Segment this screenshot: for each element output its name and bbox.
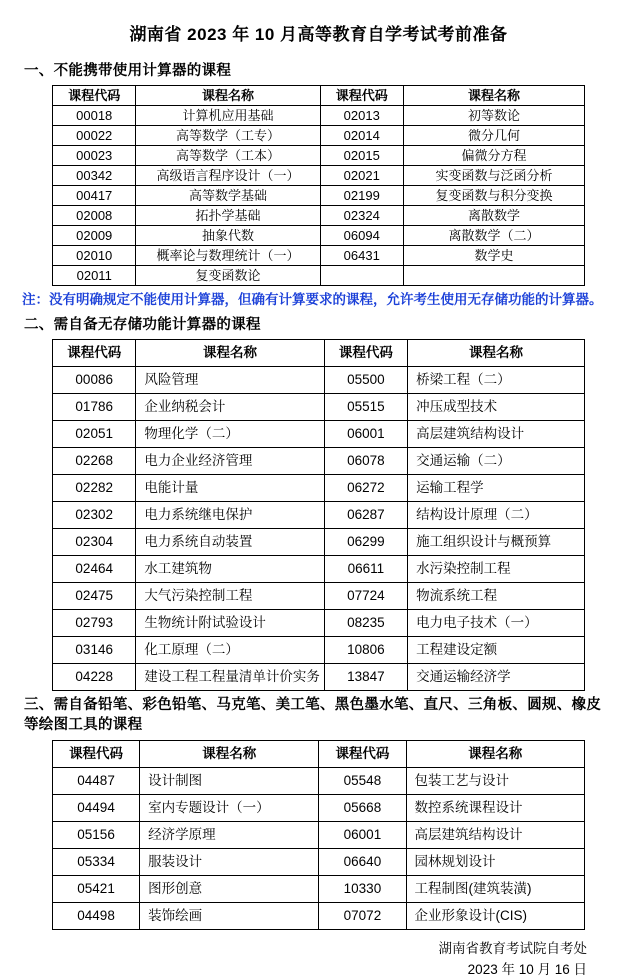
cell-code: 02464 xyxy=(53,556,136,583)
cell-code: 06287 xyxy=(324,502,407,529)
table-row xyxy=(53,849,585,876)
calculator-note: 注：没有明确规定不能使用计算器，但确有计算要求的课程，允许考生使用无存储功能的计算器。 xyxy=(22,292,603,307)
table-no-calculator-courses xyxy=(52,85,585,286)
cell-code: 05548 xyxy=(319,768,406,795)
cell-code: 06272 xyxy=(324,475,407,502)
cell-name: 电力电子技术（一） xyxy=(408,610,585,637)
cell-code: 00086 xyxy=(53,367,136,394)
column-header-code-2: 课程代码 xyxy=(319,741,406,768)
column-header-name-2: 课程名称 xyxy=(408,340,585,367)
column-header-code-1: 课程代码 xyxy=(53,86,136,106)
cell-code: 02010 xyxy=(53,246,136,266)
column-header-code-2: 课程代码 xyxy=(320,86,403,106)
cell-code: 06078 xyxy=(324,448,407,475)
cell-code: 05421 xyxy=(53,876,140,903)
table-header-row xyxy=(53,340,585,367)
column-header-code-2: 课程代码 xyxy=(324,340,407,367)
cell-code: 02282 xyxy=(53,475,136,502)
cell-name: 运输工程学 xyxy=(408,475,585,502)
cell-name: 电力企业经济管理 xyxy=(136,448,324,475)
cell-code: 02051 xyxy=(53,421,136,448)
cell-code: 00417 xyxy=(53,186,136,206)
cell-code xyxy=(320,266,403,286)
table-row xyxy=(53,206,585,226)
table-drawing-tools-courses xyxy=(52,740,585,930)
cell-name: 化工原理（二） xyxy=(136,637,324,664)
cell-code: 04498 xyxy=(53,903,140,930)
cell-name: 复变函数论 xyxy=(136,266,320,286)
cell-name: 交通运输经济学 xyxy=(408,664,585,691)
cell-code: 06611 xyxy=(324,556,407,583)
page-title: 湖南省 2023 年 10 月高等教育自学考试考前准备 xyxy=(129,25,508,44)
cell-code: 06431 xyxy=(320,246,403,266)
cell-code: 02011 xyxy=(53,266,136,286)
cell-name: 经济学原理 xyxy=(140,822,319,849)
cell-code: 02304 xyxy=(53,529,136,556)
table-row xyxy=(53,246,585,266)
table-row xyxy=(53,876,585,903)
table-row xyxy=(53,146,585,166)
cell-name: 结构设计原理（二） xyxy=(408,502,585,529)
table-row xyxy=(53,126,585,146)
cell-name: 复变函数与积分变换 xyxy=(403,186,584,206)
cell-code: 06299 xyxy=(324,529,407,556)
section-1-heading: 一、不能携带使用计算器的课程 xyxy=(24,63,232,79)
cell-name: 电力系统自动装置 xyxy=(136,529,324,556)
table-row xyxy=(53,266,585,286)
cell-name: 高等数学基础 xyxy=(136,186,320,206)
section-2-heading: 二、需自备无存储功能计算器的课程 xyxy=(24,317,261,333)
cell-name: 设计制图 xyxy=(140,768,319,795)
column-header-code-1: 课程代码 xyxy=(53,340,136,367)
column-header-name-1: 课程名称 xyxy=(136,340,324,367)
cell-name: 离散数学 xyxy=(403,206,584,226)
cell-code: 00342 xyxy=(53,166,136,186)
table-row xyxy=(53,226,585,246)
cell-name: 水污染控制工程 xyxy=(408,556,585,583)
cell-code: 10806 xyxy=(324,637,407,664)
table-row xyxy=(53,768,585,795)
table-row xyxy=(53,583,585,610)
cell-name: 偏微分方程 xyxy=(403,146,584,166)
cell-name: 高层建筑结构设计 xyxy=(408,421,585,448)
footer-organization: 湖南省教育考试院自考处 xyxy=(438,941,587,956)
table-row xyxy=(53,367,585,394)
cell-name: 拓扑学基础 xyxy=(136,206,320,226)
footer-date: 2023 年 10 月 16 日 xyxy=(467,962,587,977)
cell-name: 数控系统课程设计 xyxy=(406,795,585,822)
table-header-row xyxy=(53,741,585,768)
cell-name: 电能计量 xyxy=(136,475,324,502)
cell-name: 工程制图(建筑装潢) xyxy=(406,876,585,903)
cell-code: 02302 xyxy=(53,502,136,529)
cell-name: 图形创意 xyxy=(140,876,319,903)
table-row xyxy=(53,448,585,475)
column-header-name-2: 课程名称 xyxy=(406,741,585,768)
cell-code: 02008 xyxy=(53,206,136,226)
cell-code: 02009 xyxy=(53,226,136,246)
cell-name: 交通运输（二） xyxy=(408,448,585,475)
cell-code: 03146 xyxy=(53,637,136,664)
column-header-name-2: 课程名称 xyxy=(403,86,584,106)
cell-name: 建设工程工程量清单计价实务 xyxy=(136,664,324,691)
cell-code: 02324 xyxy=(320,206,403,226)
table-row xyxy=(53,795,585,822)
cell-code: 13847 xyxy=(324,664,407,691)
table-row xyxy=(53,394,585,421)
cell-code: 06640 xyxy=(319,849,406,876)
table-row xyxy=(53,421,585,448)
cell-name: 企业纳税会计 xyxy=(136,394,324,421)
cell-name: 抽象代数 xyxy=(136,226,320,246)
cell-name: 物理化学（二） xyxy=(136,421,324,448)
cell-name: 园林规划设计 xyxy=(406,849,585,876)
cell-name: 施工组织设计与概预算 xyxy=(408,529,585,556)
column-header-code-1: 课程代码 xyxy=(53,741,140,768)
cell-name: 大气污染控制工程 xyxy=(136,583,324,610)
cell-code: 04228 xyxy=(53,664,136,691)
cell-name: 风险管理 xyxy=(136,367,324,394)
cell-name: 高等数学（工本） xyxy=(136,146,320,166)
cell-code: 02013 xyxy=(320,106,403,126)
column-header-name-1: 课程名称 xyxy=(136,86,320,106)
table-row xyxy=(53,502,585,529)
table-row xyxy=(53,106,585,126)
cell-name: 冲压成型技术 xyxy=(408,394,585,421)
cell-code: 05668 xyxy=(319,795,406,822)
table-header-row xyxy=(53,86,585,106)
cell-code: 04487 xyxy=(53,768,140,795)
cell-name: 室内专题设计（一） xyxy=(140,795,319,822)
cell-code: 02021 xyxy=(320,166,403,186)
section-3-heading: 三、需自备铅笔、彩色铅笔、马克笔、美工笔、黑色墨水笔、直尺、三角板、圆规、橡皮等绘图工具的课程 xyxy=(24,697,602,733)
cell-code: 05515 xyxy=(324,394,407,421)
table-row xyxy=(53,610,585,637)
table-row xyxy=(53,529,585,556)
document-footer xyxy=(22,938,615,980)
cell-name: 物流系统工程 xyxy=(408,583,585,610)
cell-name: 装饰绘画 xyxy=(140,903,319,930)
cell-code: 02475 xyxy=(53,583,136,610)
cell-name: 工程建设定额 xyxy=(408,637,585,664)
cell-name: 水工建筑物 xyxy=(136,556,324,583)
cell-name: 包装工艺与设计 xyxy=(406,768,585,795)
cell-name: 企业形象设计(CIS) xyxy=(406,903,585,930)
cell-name: 高层建筑结构设计 xyxy=(406,822,585,849)
cell-name: 实变函数与泛函分析 xyxy=(403,166,584,186)
table-row xyxy=(53,903,585,930)
table-row xyxy=(53,822,585,849)
table-row xyxy=(53,664,585,691)
cell-code: 05334 xyxy=(53,849,140,876)
table-row xyxy=(53,186,585,206)
cell-name: 桥梁工程（二） xyxy=(408,367,585,394)
table-row xyxy=(53,637,585,664)
cell-name: 高级语言程序设计（一） xyxy=(136,166,320,186)
cell-code: 08235 xyxy=(324,610,407,637)
cell-code: 07072 xyxy=(319,903,406,930)
cell-code: 10330 xyxy=(319,876,406,903)
table-row xyxy=(53,556,585,583)
cell-name: 数学史 xyxy=(403,246,584,266)
cell-code: 02268 xyxy=(53,448,136,475)
cell-code: 00022 xyxy=(53,126,136,146)
table-row xyxy=(53,475,585,502)
cell-name: 微分几何 xyxy=(403,126,584,146)
cell-code: 02015 xyxy=(320,146,403,166)
table-row xyxy=(53,166,585,186)
cell-code: 04494 xyxy=(53,795,140,822)
cell-code: 05500 xyxy=(324,367,407,394)
cell-code: 02199 xyxy=(320,186,403,206)
cell-code: 06094 xyxy=(320,226,403,246)
cell-code: 02793 xyxy=(53,610,136,637)
cell-code: 06001 xyxy=(324,421,407,448)
cell-name: 初等数论 xyxy=(403,106,584,126)
table-self-prepared-calculator-courses xyxy=(52,339,585,691)
cell-code: 07724 xyxy=(324,583,407,610)
cell-code: 05156 xyxy=(53,822,140,849)
cell-code: 06001 xyxy=(319,822,406,849)
cell-code: 01786 xyxy=(53,394,136,421)
cell-name: 高等数学（工专） xyxy=(136,126,320,146)
cell-name: 电力系统继电保护 xyxy=(136,502,324,529)
cell-name: 计算机应用基础 xyxy=(136,106,320,126)
cell-name: 生物统计附试验设计 xyxy=(136,610,324,637)
cell-name: 服装设计 xyxy=(140,849,319,876)
cell-code: 00023 xyxy=(53,146,136,166)
cell-name: 概率论与数理统计（一） xyxy=(136,246,320,266)
cell-name xyxy=(403,266,584,286)
cell-name: 离散数学（二） xyxy=(403,226,584,246)
cell-code: 00018 xyxy=(53,106,136,126)
cell-code: 02014 xyxy=(320,126,403,146)
column-header-name-1: 课程名称 xyxy=(140,741,319,768)
